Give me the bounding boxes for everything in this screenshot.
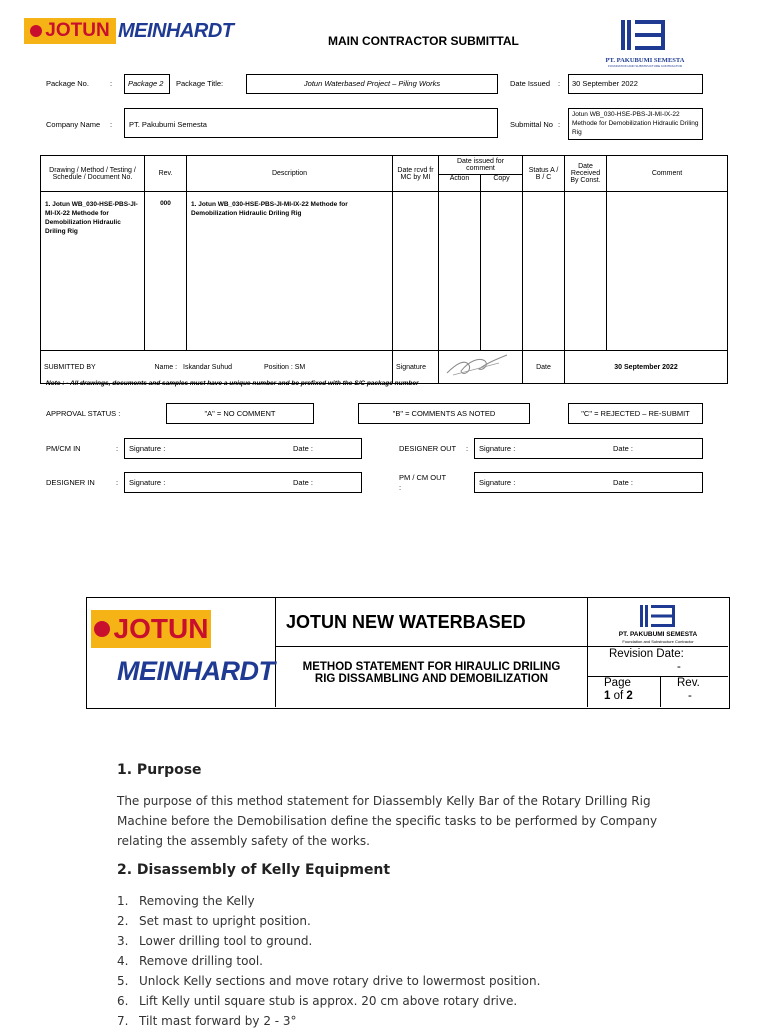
list-text: Removing the Kelly [139, 894, 255, 908]
name-value: Iskandar Suhud [183, 363, 233, 371]
date-issued-value: 30 September 2022 [572, 79, 638, 88]
header-action: Action [439, 175, 481, 192]
list-number: 7. [117, 1014, 129, 1028]
revision-date-label: Revision Date: [609, 648, 684, 660]
status-c-box [568, 403, 703, 424]
colon: : [110, 120, 113, 129]
list-number: 6. [117, 994, 129, 1008]
position-label: Position : SM [264, 363, 306, 371]
list-text: Set mast to upright position. [139, 914, 311, 928]
purpose-paragraph [117, 791, 717, 851]
subtitle-cell [276, 647, 588, 707]
date-label: Date : [293, 444, 314, 453]
header-date-issued: Date issued for comment [439, 156, 523, 175]
revision-date-value: - [677, 661, 681, 673]
rev-value: - [688, 690, 692, 702]
colon: : [116, 478, 119, 487]
list-number: 1. [117, 894, 129, 908]
jotun-logo-text: JOTUN [113, 613, 209, 644]
designer-out-label: DESIGNER OUT [399, 444, 457, 453]
list-item [117, 951, 717, 971]
colon: : [558, 79, 561, 88]
list-item [117, 971, 717, 991]
handwritten-signature [439, 351, 519, 381]
row-doc-no: 1. Jotun WB_030-HSE-PBS-JI-MI-IX-22 Methode for Demobilization Hidraulic Driling Rig [41, 192, 145, 351]
package-title-label: Package Title: [176, 79, 224, 88]
date-value: 30 September 2022 [565, 351, 728, 384]
steps-list [117, 891, 717, 1031]
package-title-field [246, 74, 498, 94]
pakubumi-cell [588, 598, 728, 647]
submittal-no-label: Submittal No [510, 120, 553, 129]
list-number: 4. [117, 954, 129, 968]
status-c-text: "C" = REJECTED – RE-SUBMIT [581, 409, 690, 418]
method-statement-header [86, 597, 730, 709]
section-heading-purpose: 1. Purpose [117, 762, 202, 778]
pakubumi-tagline: FOUNDATION AND SUBSTRUCTURE CONTRACTOR [607, 64, 683, 68]
designer-in-label: DESIGNER IN [46, 478, 95, 487]
row-action [439, 192, 481, 351]
logo-cell [87, 598, 276, 707]
rev-label: Rev. [677, 677, 700, 689]
jotun-logo-text: JOTUN [45, 20, 110, 41]
page-total: 2 [626, 690, 633, 702]
header-date-rcvd: Date rcvd fr MC by MI [393, 156, 439, 192]
signature-label: Signature [393, 351, 439, 384]
table-row [41, 192, 728, 351]
note-text: Note : - All drawings, documents and samples must have a unique number and be prefixed with the S/C package number [46, 380, 419, 387]
page-label: Page [604, 677, 631, 689]
list-item [117, 931, 717, 951]
purpose-line: The purpose of this method statement for Diassembly Kelly Bar of the Rotary Drilling Rig [117, 794, 651, 808]
row-copy [481, 192, 523, 351]
date-label: Date : [293, 478, 314, 487]
date-label: Date : [613, 444, 634, 453]
page-title: MAIN CONTRACTOR SUBMITTAL [328, 34, 519, 48]
row-description: 1. Jotun WB_030-HSE-PBS-JI-MI-IX-22 Methode for Demobilization Hidraulic Driling Rig [187, 192, 393, 351]
submitted-by-label: SUBMITTED BY [41, 351, 145, 384]
method-subtitle-line2: RIG DISSAMBLING AND DEMOBILIZATION [314, 673, 549, 685]
list-number: 5. [117, 974, 129, 988]
rev-cell [661, 677, 728, 707]
company-name-value: PT. Pakubumi Semesta [129, 120, 207, 129]
submitted-by-row [41, 351, 728, 384]
list-item [117, 911, 717, 931]
header-date-received: Date Received By Const. [565, 156, 607, 192]
list-number: 2. [117, 914, 129, 928]
list-item [117, 991, 717, 1011]
page-of: of [610, 690, 627, 702]
pmcm-in-label: PM/CM IN [46, 444, 81, 453]
submitted-by-name-cell [145, 351, 393, 384]
signature-label: Signature : [479, 478, 516, 487]
row-comment [607, 192, 728, 351]
row-rev: 000 [145, 192, 187, 351]
purpose-line: relating the assembly safety of the works. [117, 834, 370, 848]
meinhardt-logo: MEINHARDT [117, 656, 275, 686]
designer-out-field [474, 438, 703, 459]
table-header-row [41, 156, 728, 175]
package-title-value: Jotun Waterbased Project – Piling Works [303, 79, 441, 88]
list-text: Unlock Kelly sections and move rotary drive to lowermost position. [139, 974, 541, 988]
date-issued-field [568, 74, 703, 94]
colon: : [558, 120, 561, 129]
company-name-field [124, 108, 498, 138]
colon: : [110, 79, 113, 88]
revision-cell [588, 647, 728, 677]
list-text: Tilt mast forward by 2 - 3° [139, 1014, 297, 1028]
signature-cell [439, 351, 523, 384]
list-number: 3. [117, 934, 129, 948]
list-text: Remove drilling tool. [139, 954, 263, 968]
page-number [604, 690, 633, 702]
package-no-label: Package No. [46, 79, 89, 88]
package-no-value: Package 2 [128, 79, 164, 88]
list-item [117, 1011, 717, 1031]
package-no-field [124, 74, 170, 94]
method-subtitle-line1: METHOD STATEMENT FOR HIRAULIC DRILING [302, 661, 561, 673]
status-b-box [358, 403, 530, 424]
header-description: Description [187, 156, 393, 192]
list-text: Lower drilling tool to ground. [139, 934, 313, 948]
section-heading-disassembly: 2. Disassembly of Kelly Equipment [117, 862, 391, 878]
signature-label: Signature : [129, 444, 166, 453]
page-cell [588, 677, 661, 707]
list-item [117, 891, 717, 911]
row-status [523, 192, 565, 351]
jotun-emblem-icon [30, 25, 42, 37]
colon: : [466, 444, 469, 453]
header-drawing: Drawing / Method / Testing / Schedule / Document No. [41, 156, 145, 192]
date-label: Date : [613, 478, 634, 487]
page-current: 1 [604, 690, 611, 702]
pakubumi-company: PT. PAKUBUMI SEMESTA [618, 631, 698, 638]
signature-label: Signature : [479, 444, 516, 453]
row-date-rcvd [393, 192, 439, 351]
header-copy: Copy [481, 175, 523, 192]
jotun-emblem-icon [94, 621, 110, 637]
status-a-box [166, 403, 314, 424]
pmcm-in-field [124, 438, 362, 459]
date-issued-label: Date Issued [510, 79, 551, 88]
status-b-text: "B" = COMMENTS AS NOTED [392, 409, 496, 418]
jotun-logo [24, 18, 116, 44]
jotun-logo [91, 610, 211, 648]
method-title: JOTUN NEW WATERBASED [286, 612, 526, 632]
pakubumi-emblem-icon [605, 18, 685, 52]
purpose-line: Machine before the Demobilisation define the specific tasks to be performed by Company [117, 814, 658, 828]
meinhardt-logo: MEINHARDT [118, 20, 234, 42]
row-date-received [565, 192, 607, 351]
pakubumi-tagline: Foundation and Substructure Contractor [622, 639, 694, 644]
name-label: Name : [154, 363, 178, 371]
header-status: Status A / B / C [523, 156, 565, 192]
pmcm-out-field [474, 472, 703, 493]
approval-status-label: APPROVAL STATUS : [46, 409, 121, 418]
header-comment: Comment [607, 156, 728, 192]
colon: : [399, 483, 402, 492]
pakubumi-company: PT. PAKUBUMI SEMESTA [605, 57, 685, 64]
colon: : [116, 444, 119, 453]
signature-label: Signature : [129, 478, 166, 487]
pakubumi-emblem-icon [638, 604, 678, 628]
submittal-no-field [568, 108, 703, 140]
pmcm-out-label: PM / CM OUT [399, 473, 447, 482]
submittal-no-value: Jotun WB_030-HSE-PBS-JI-MI-IX-22 Methode for Demobilization Hidraulic Driling Rig [572, 111, 699, 136]
document-register-table [40, 155, 728, 384]
designer-in-field [124, 472, 362, 493]
list-text: Lift Kelly until square stub is approx. 20 cm above rotary drive. [139, 994, 518, 1008]
pakubumi-logo [605, 18, 685, 66]
status-a-text: "A" = NO COMMENT [204, 409, 276, 418]
date-label: Date [523, 351, 565, 384]
header-rev: Rev. [145, 156, 187, 192]
title-cell [276, 598, 588, 647]
company-name-label: Company Name [46, 120, 101, 129]
